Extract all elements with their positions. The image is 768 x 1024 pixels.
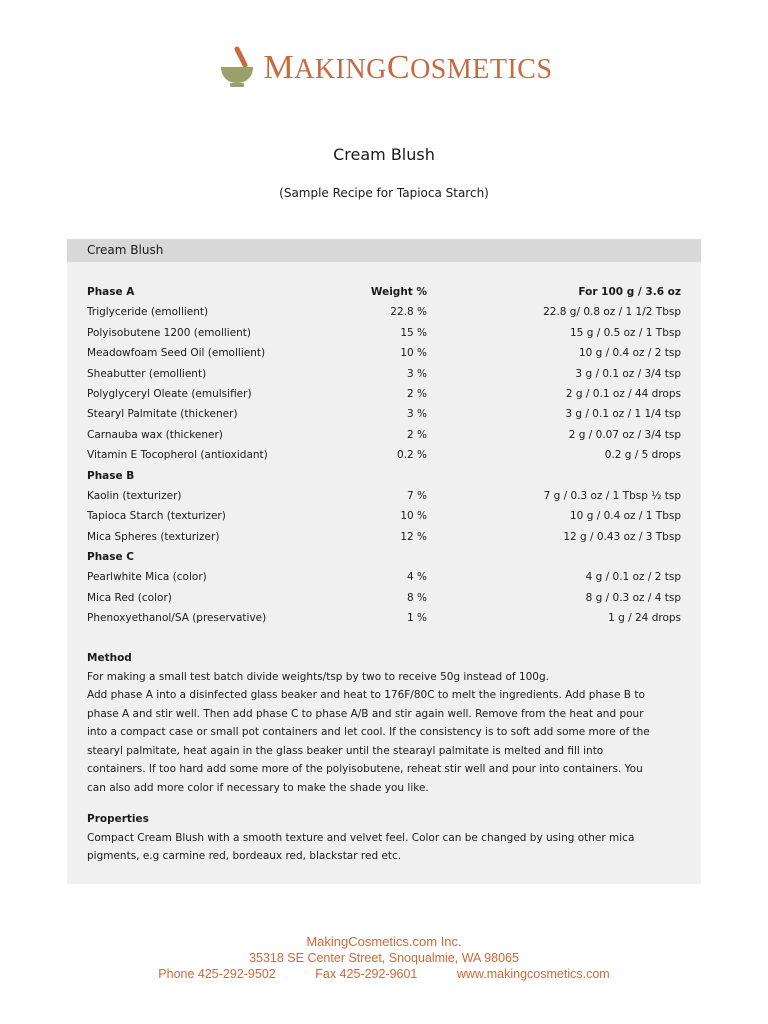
ingredient-row [87, 445, 681, 465]
phase-name: Phase C [87, 551, 134, 564]
weight-percent: 3 % [407, 408, 427, 421]
amount-100g: 10 g / 0.4 oz / 1 Tbsp [570, 510, 681, 523]
weight-percent: 3 % [407, 367, 427, 380]
phase-heading-row [87, 466, 681, 486]
ingredient-row [87, 608, 681, 628]
ingredient-row [87, 425, 681, 445]
ingredient-row [87, 343, 681, 363]
phase-heading-row [87, 547, 681, 567]
amount-100g: 15 g / 0.5 oz / 1 Tbsp [570, 326, 681, 339]
weight-percent: 4 % [407, 571, 427, 584]
ingredient-name: Tapioca Starch (texturizer) [87, 510, 226, 523]
ingredient-name: Triglyceride (emollient) [87, 306, 209, 319]
method-line: phase A and stir well. Then add phase C to phase A/B and stir again well. Remove from the heat and pour [87, 707, 644, 720]
phase-name: Phase A [87, 286, 135, 298]
ingredient-name: Polyisobutene 1200 (emollient) [87, 326, 252, 339]
weight-percent: 10 % [400, 510, 427, 523]
document-title: Cream Blush [333, 145, 435, 164]
amount-100g: 3 g / 0.1 oz / 1 1/4 tsp [565, 408, 681, 421]
ingredient-name: Stearyl Palmitate (thickener) [87, 408, 238, 421]
amount-100g: 3 g / 0.1 oz / 3/4 tsp [575, 367, 681, 380]
weight-percent: 8 % [407, 591, 427, 604]
method-line: can also add more color if necessary to make the shade you like. [87, 781, 429, 794]
ingredient-name: Sheabutter (emollient) [87, 367, 207, 380]
ingredient-name: Polyglyceryl Oleate (emulsifier) [87, 387, 252, 400]
weight-percent: 22.8 % [390, 306, 427, 319]
weight-percent: Weight % [370, 286, 427, 298]
ingredient-name: Carnauba wax (thickener) [87, 428, 223, 441]
amount-100g: 12 g / 0.43 oz / 3 Tbsp [563, 530, 681, 543]
method-section [87, 649, 681, 797]
amount-100g: 22.8 g/ 0.8 oz / 1 1/2 Tbsp [543, 306, 681, 319]
weight-percent: 0.2 % [396, 449, 427, 462]
properties-heading: Properties [87, 813, 149, 825]
footer-contact [0, 966, 768, 983]
ingredient-row [87, 364, 681, 384]
footer-company: MakingCosmetics.com Inc. [306, 934, 462, 949]
brand-logo [0, 40, 768, 96]
properties-line: Compact Cream Blush with a smooth texture and velvet feel. Color can be changed by using other mica [87, 831, 635, 844]
ingredient-name: Meadowfoam Seed Oil (emollient) [87, 347, 266, 360]
amount-100g: 4 g / 0.1 oz / 2 tsp [585, 571, 681, 584]
method-line: For making a small test batch divide weights/tsp by two to receive 50g instead of 100g. [87, 670, 549, 683]
ingredient-row [87, 506, 681, 526]
ingredient-table [87, 282, 681, 629]
recipe-box-header: Cream Blush [67, 239, 701, 262]
method-line: Add phase A into a disinfected glass beaker and heat to 176F/80C to melt the ingredients. Add phase B to [87, 689, 645, 701]
amount-100g: 10 g / 0.4 oz / 2 tsp [578, 347, 681, 360]
footer-fax: Fax 425-292-9601 [315, 967, 418, 981]
amount-100g: For 100 g / 3.6 oz [578, 286, 681, 298]
weight-percent: 10 % [400, 347, 427, 360]
amount-100g: 2 g / 0.1 oz / 44 drops [565, 387, 681, 400]
method-text [87, 668, 681, 798]
recipe-box [67, 239, 701, 884]
footer-phone: Phone 425-292-9502 [158, 967, 276, 981]
method-line: stearyl palmitate, heat again in the glass beaker until the stearayl palmitate is melted and fill into [87, 744, 604, 757]
ingredient-row [87, 527, 681, 547]
footer-website[interactable]: www.makingcosmetics.com [456, 967, 610, 981]
ingredient-row [87, 302, 681, 322]
amount-100g: 8 g / 0.3 oz / 4 tsp [585, 591, 681, 604]
amount-100g: 2 g / 0.07 oz / 3/4 tsp [568, 428, 681, 441]
weight-percent: 1 % [407, 612, 427, 625]
amount-100g: 7 g / 0.3 oz / 1 Tbsp ½ tsp [543, 489, 681, 502]
weight-percent: 7 % [407, 489, 427, 502]
ingredient-name: Kaolin (texturizer) [87, 489, 182, 502]
method-line: containers. If too hard add some more of the polyisobutene, reheat stir well and pour into containers. You [87, 763, 643, 775]
ingredient-name: Mica Spheres (texturizer) [87, 530, 220, 543]
ingredient-row [87, 486, 681, 506]
footer-address: 35318 SE Center Street, Snoqualmie, WA 98065 [249, 951, 519, 965]
ingredient-name: Vitamin E Tocopherol (antioxidant) [87, 449, 268, 462]
method-heading: Method [87, 652, 132, 664]
weight-percent: 2 % [407, 387, 427, 400]
phase-heading-row [87, 282, 681, 302]
weight-percent: 15 % [400, 326, 427, 339]
weight-percent: 12 % [400, 530, 427, 543]
brand-wordmark: MAKINGCOSMETICS [263, 49, 553, 86]
ingredient-row [87, 588, 681, 608]
ingredient-row [87, 384, 681, 404]
properties-line: pigments, e.g carmine red, bordeaux red, blackstar red etc. [87, 850, 402, 862]
ingredient-row [87, 567, 681, 587]
amount-100g: 0.2 g / 5 drops [604, 449, 681, 462]
amount-100g: 1 g / 24 drops [608, 612, 681, 625]
ingredient-name: Mica Red (color) [87, 591, 172, 604]
ingredient-name: Pearlwhite Mica (color) [87, 571, 207, 584]
ingredient-row [87, 323, 681, 343]
mortar-pestle-icon [215, 45, 261, 91]
document-subtitle: (Sample Recipe for Tapioca Starch) [279, 186, 489, 200]
phase-name: Phase B [87, 469, 135, 482]
footer [0, 934, 768, 983]
properties-section [87, 810, 681, 866]
weight-percent: 2 % [407, 428, 427, 441]
method-line: into a compact case or small pot containers and let cool. If the consistency is to soft add some more of the [87, 726, 650, 738]
ingredient-row [87, 404, 681, 424]
properties-text [87, 829, 681, 866]
ingredient-name: Phenoxyethanol/SA (preservative) [87, 612, 267, 625]
